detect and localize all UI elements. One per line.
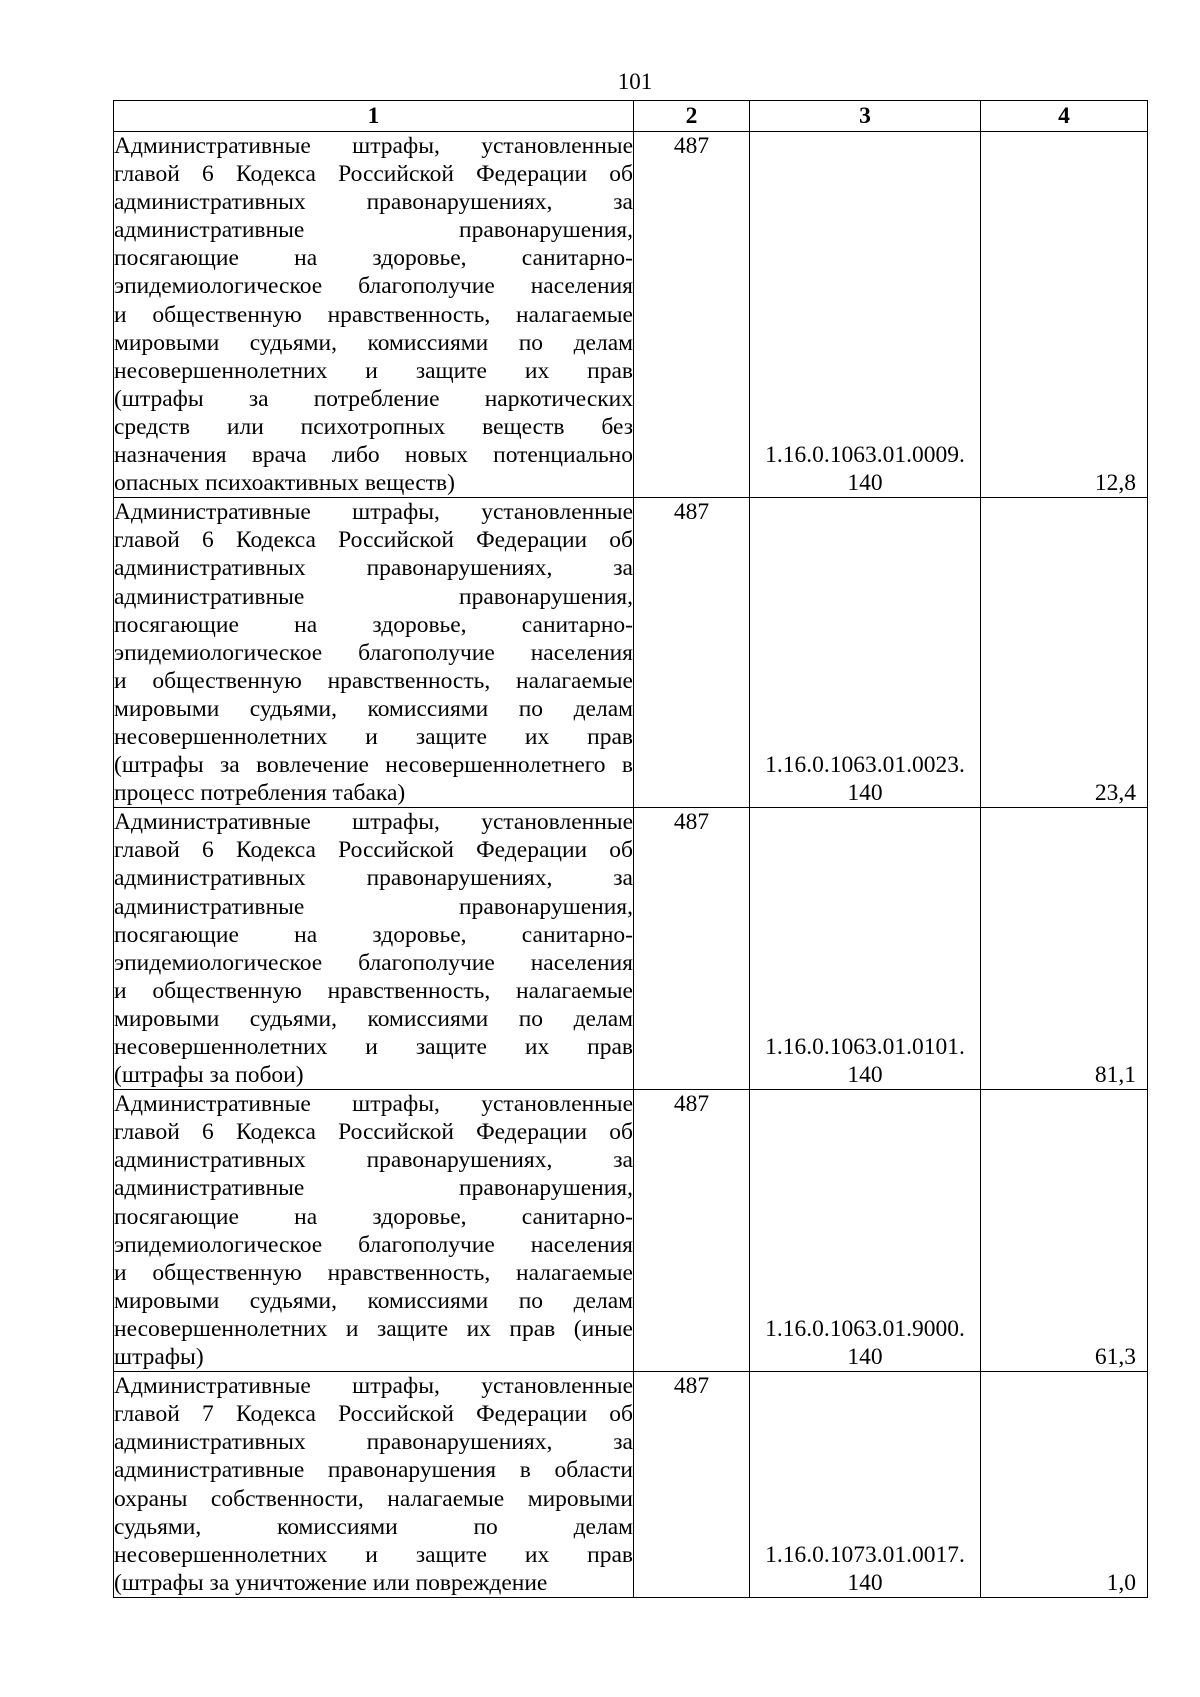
admin-code: 487 [634, 808, 750, 1090]
description-line: эпидемиологическое благополучие населения [114, 273, 633, 300]
revenue-description [114, 808, 634, 1090]
kbk-code-line: 1.16.0.1063.01.0023. [765, 752, 965, 779]
page-number: 101 [617, 69, 653, 94]
description-line: несовершеннолетних и защите их прав [114, 723, 633, 750]
description-line: штрафы) [114, 1344, 204, 1371]
amount-cell [981, 808, 1148, 1090]
amount-cell [981, 498, 1148, 808]
amount-value: 81,1 [1094, 1062, 1136, 1089]
description-line: опасных психоактивных веществ) [114, 470, 455, 497]
description-line: судьями, комиссиями по делам [114, 1513, 633, 1540]
description-line: административные правонарушения, [114, 1175, 633, 1202]
column-header-4: 4 [981, 101, 1148, 132]
description-line: мировыми судьями, комиссиями по делам [114, 695, 633, 722]
description-line: назначения врача либо новых потенциально [114, 442, 633, 469]
description-line: административные правонарушения, [114, 217, 633, 244]
description-line: охраны собственности, налагаемые мировыми [114, 1485, 633, 1512]
description-line: административных правонарушениях, за [114, 865, 633, 892]
admin-code: 487 [634, 1372, 750, 1598]
admin-code: 487 [634, 498, 750, 808]
description-line: и общественную нравственность, налагаемые [114, 977, 633, 1004]
description-line: административных правонарушениях, за [114, 1429, 633, 1456]
description-line: административных правонарушениях, за [114, 189, 633, 216]
description-line: мировыми судьями, комиссиями по делам [114, 1005, 633, 1032]
description-line: административные правонарушения, [114, 583, 633, 610]
description-line: главой 6 Кодекса Российской Федерации об [114, 527, 633, 554]
table-header-row [114, 101, 1148, 132]
revenue-description [114, 498, 634, 808]
kbk-code-line: 1.16.0.1063.01.0009. [765, 442, 965, 469]
description-line: посягающие на здоровье, санитарно- [114, 245, 633, 272]
admin-code: 487 [634, 132, 750, 498]
table-row [114, 498, 1148, 808]
column-header-2: 2 [634, 101, 750, 132]
kbk-code-line: 140 [847, 780, 883, 807]
description-line: эпидемиологическое благополучие населения [114, 949, 633, 976]
description-line: посягающие на здоровье, санитарно- [114, 611, 633, 638]
description-line: главой 7 Кодекса Российской Федерации об [114, 1401, 633, 1428]
kbk-code-cell [750, 1372, 981, 1598]
description-line: административных правонарушениях, за [114, 555, 633, 582]
description-line: Административные штрафы, установленные [114, 1091, 633, 1118]
table-row [114, 132, 1148, 498]
amount-value: 23,4 [1094, 780, 1136, 807]
description-line: эпидемиологическое благополучие населения [114, 1231, 633, 1258]
revenue-description [114, 132, 634, 498]
description-line: и общественную нравственность, налагаемые [114, 301, 633, 328]
budget-revenue-table [113, 100, 1148, 1598]
kbk-code-cell [750, 1090, 981, 1372]
kbk-code-line: 140 [847, 1344, 883, 1371]
kbk-code-line: 1.16.0.1063.01.0101. [765, 1034, 965, 1060]
description-line: посягающие на здоровье, санитарно- [114, 1203, 633, 1230]
description-line: административные правонарушения, [114, 893, 633, 920]
description-line: несовершеннолетних и защите их прав [114, 1034, 633, 1060]
description-line: Административные штрафы, установленные [114, 133, 633, 159]
kbk-code-line: 140 [847, 470, 883, 497]
description-line: несовершеннолетних и защите их прав [114, 1541, 633, 1568]
table-row [114, 1372, 1148, 1598]
description-line: эпидемиологическое благополучие населения [114, 639, 633, 666]
description-line: Административные штрафы, установленные [114, 1373, 633, 1400]
column-header-1: 1 [114, 101, 634, 132]
description-line: и общественную нравственность, налагаемые [114, 1259, 633, 1286]
description-line: административных правонарушениях, за [114, 1147, 633, 1174]
kbk-code-line: 1.16.0.1063.01.9000. [765, 1315, 965, 1342]
description-line: Административные штрафы, установленные [114, 809, 633, 836]
description-line: (штрафы за побои) [114, 1062, 304, 1089]
column-header-3: 3 [750, 101, 981, 132]
description-line: посягающие на здоровье, санитарно- [114, 921, 633, 948]
amount-cell [981, 1372, 1148, 1598]
kbk-code-line: 140 [847, 1569, 883, 1596]
description-line: Административные штрафы, установленные [114, 499, 633, 526]
description-line: (штрафы за потребление наркотических [114, 385, 633, 412]
table-row [114, 808, 1148, 1090]
kbk-code-cell [750, 808, 981, 1090]
amount-value: 1,0 [1106, 1569, 1136, 1596]
amount-value: 12,8 [1094, 470, 1136, 497]
admin-code: 487 [634, 1090, 750, 1372]
description-line: (штрафы за вовлечение несовершеннолетнего в [114, 752, 633, 779]
amount-value: 61,3 [1094, 1344, 1136, 1371]
table-row [114, 1090, 1148, 1372]
description-line: мировыми судьями, комиссиями по делам [114, 1287, 633, 1314]
kbk-code-line: 1.16.0.1073.01.0017. [765, 1541, 965, 1568]
revenue-description [114, 1090, 634, 1372]
description-line: главой 6 Кодекса Российской Федерации об [114, 161, 633, 188]
description-line: главой 6 Кодекса Российской Федерации об [114, 837, 633, 864]
description-line: процесс потребления табака) [114, 780, 406, 807]
description-line: средств или психотропных веществ без [114, 413, 633, 440]
description-line: (штрафы за уничтожение или повреждение [114, 1569, 548, 1596]
description-line: главой 6 Кодекса Российской Федерации об [114, 1119, 633, 1146]
kbk-code-cell [750, 498, 981, 808]
revenue-description [114, 1372, 634, 1598]
description-line: и общественную нравственность, налагаемые [114, 667, 633, 694]
amount-cell [981, 132, 1148, 498]
amount-cell [981, 1090, 1148, 1372]
kbk-code-line: 140 [847, 1062, 883, 1089]
description-line: мировыми судьями, комиссиями по делам [114, 329, 633, 356]
description-line: административные правонарушения в области [114, 1457, 633, 1484]
description-line: несовершеннолетних и защите их прав [114, 357, 633, 384]
description-line: несовершеннолетних и защите их прав (иные [114, 1315, 633, 1342]
kbk-code-cell [750, 132, 981, 498]
